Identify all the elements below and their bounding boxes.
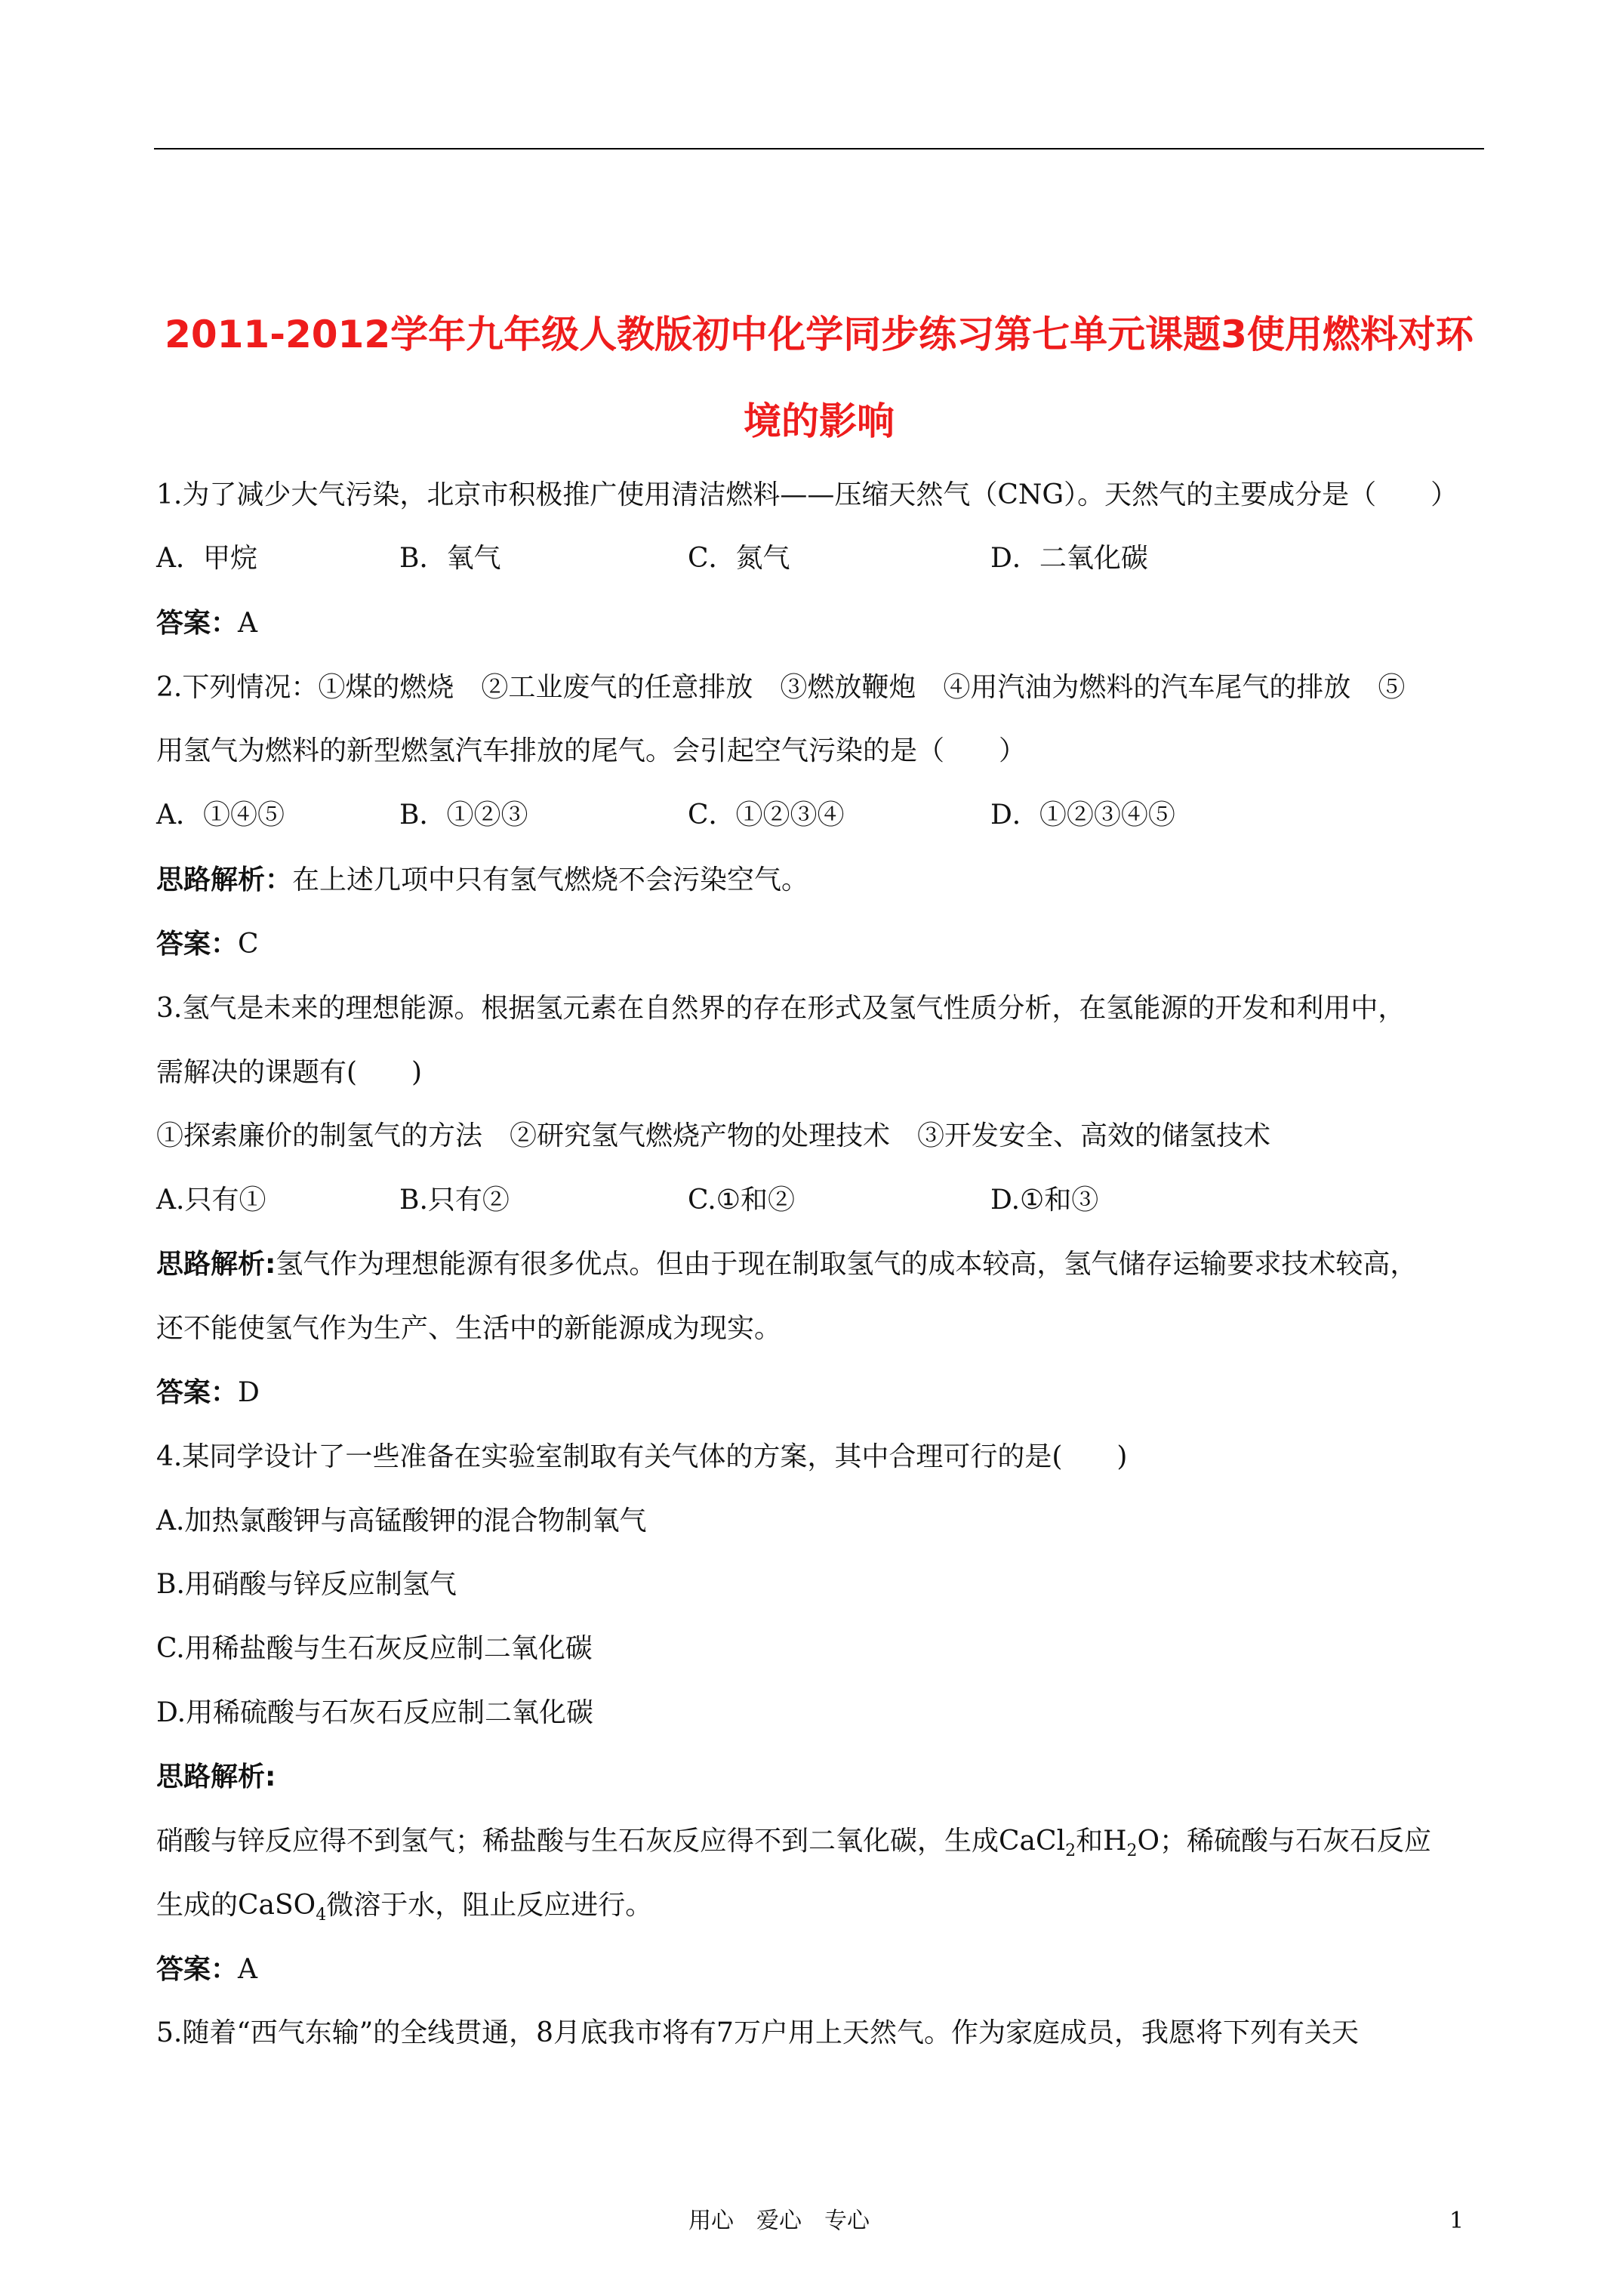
answer-label: 答案： <box>156 608 239 639</box>
question-2-options <box>156 802 1485 832</box>
answer-label: 答案： <box>156 929 239 960</box>
footer-motto: 用心 爱心 专心 <box>688 2208 870 2234</box>
formula-subscript: 2 <box>1126 1841 1138 1860</box>
formula-text: CaCl <box>999 1826 1066 1857</box>
question-3-option-b: B.只有② <box>399 1185 510 1216</box>
question-3-analysis-line-2: 还不能使氢气作为生产、生活中的新能源成为现实。 <box>156 1313 782 1344</box>
formula-text: CaSO <box>238 1890 316 1921</box>
document-title-line-1: 2011-2012学年九年级人教版初中化学同步练习第七单元课题3使用燃料对环 <box>165 313 1474 356</box>
question-2-option-b: B．①②③ <box>399 800 528 831</box>
formula-text: H <box>1103 1826 1127 1857</box>
question-4-answer <box>156 1956 257 1983</box>
formula-cacl2 <box>999 1826 1076 1860</box>
question-4-stem: 4.某同学设计了一些准备在实验室制取有关气体的方案，其中合理可行的是( ) <box>156 1441 1128 1472</box>
question-4-option-a: A.加热氯酸钾与高锰酸钾的混合物制氧气 <box>156 1505 647 1536</box>
question-2-option-c: C．①②③④ <box>688 800 845 831</box>
question-4-option-b: B.用硝酸与锌反应制氢气 <box>156 1569 457 1600</box>
analysis-text: 和 <box>1076 1826 1104 1857</box>
analysis-text: 氢气作为理想能源有很多优点。但由于现在制取氢气的成本较高，氢气储存运输要求技术较高， <box>276 1249 1418 1280</box>
question-3-sub-items: ①探索廉价的制氢气的方法 ②研究氢气燃烧产物的处理技术 ③开发安全、高效的储氢技术 <box>156 1120 1271 1151</box>
answer-label: 答案： <box>156 1377 239 1408</box>
analysis-text: 在上述几项中只有氢气燃烧不会污染空气。 <box>292 864 809 895</box>
answer-label: 答案： <box>156 1954 239 1985</box>
question-5-stem: 5.随着“西气东输”的全线贯通，8月底我市将有7万户用上天然气。作为家庭成员，我愿将下列有关天 <box>156 2017 1359 2048</box>
question-3-options <box>156 1187 1485 1217</box>
answer-value: A <box>238 608 258 639</box>
question-3-analysis-line-1 <box>156 1251 1417 1278</box>
question-1-options <box>156 545 1485 575</box>
formula-caso4 <box>238 1890 327 1925</box>
question-2-option-a: A．①④⑤ <box>156 800 285 831</box>
question-4-analysis-line-2 <box>156 1890 653 1925</box>
formula-text: O <box>1137 1826 1160 1857</box>
analysis-text: 微溶于水，阻止反应进行。 <box>326 1890 653 1921</box>
question-3-answer <box>156 1379 260 1407</box>
question-4-analysis-line-1 <box>156 1826 1432 1860</box>
question-1-answer <box>156 610 257 637</box>
question-2-answer <box>156 931 259 958</box>
question-1-option-d: D．二氧化碳 <box>990 543 1148 574</box>
question-1-option-c: C．氮气 <box>688 543 790 574</box>
question-4-option-d: D.用稀硫酸与石灰石反应制二氧化碳 <box>156 1697 594 1728</box>
formula-subscript: 2 <box>1065 1841 1076 1860</box>
analysis-label: 思路解析： <box>156 864 293 895</box>
formula-h2o <box>1103 1826 1160 1860</box>
question-4-option-c: C.用稀盐酸与生石灰反应制二氧化碳 <box>156 1633 593 1664</box>
question-3-stem-line-2: 需解决的课题有( ) <box>156 1057 423 1088</box>
question-1-stem: 1.为了减少大气污染，北京市积极推广使用清洁燃料——压缩天然气（CNG）。天然气的主要成分是（ ） <box>156 479 1458 510</box>
question-3-option-c: C.①和② <box>688 1185 795 1216</box>
answer-value: A <box>238 1954 258 1985</box>
question-2-stem-line-1: 2.下列情况：①煤的燃烧 ②工业废气的任意排放 ③燃放鞭炮 ④用汽油为燃料的汽车尾气的排放 ⑤ <box>156 672 1406 703</box>
header-rule <box>154 148 1484 149</box>
answer-value: D <box>238 1377 260 1408</box>
document-title-line-2: 境的影响 <box>744 399 895 443</box>
analysis-label: 思路解析: <box>156 1249 276 1280</box>
formula-subscript: 4 <box>316 1906 327 1925</box>
question-1-option-a: A．甲烷 <box>156 543 257 574</box>
question-2-option-d: D．①②③④⑤ <box>990 800 1175 831</box>
analysis-text: ；稀硫酸与石灰石反应 <box>1160 1826 1432 1857</box>
analysis-text: 硝酸与锌反应得不到氢气；稀盐酸与生石灰反应得不到二氧化碳，生成 <box>156 1826 999 1857</box>
page-number: 1 <box>1449 2208 1464 2234</box>
question-4-analysis-label: 思路解析: <box>156 1761 276 1792</box>
question-1-option-b: B．氧气 <box>399 543 501 574</box>
question-3-option-d: D.①和③ <box>990 1185 1099 1216</box>
question-2-analysis <box>156 864 809 895</box>
question-2-stem-line-2: 用氢气为燃料的新型燃氢汽车排放的尾气。会引起空气污染的是（ ） <box>156 735 1027 766</box>
answer-value: C <box>238 929 259 960</box>
analysis-text: 生成的 <box>156 1890 239 1921</box>
question-3-option-a: A.只有① <box>156 1185 266 1216</box>
question-3-stem-line-1: 3.氢气是未来的理想能源。根据氢元素在自然界的存在形式及氢气性质分析，在氢能源的开发和利用中， <box>156 993 1406 1024</box>
